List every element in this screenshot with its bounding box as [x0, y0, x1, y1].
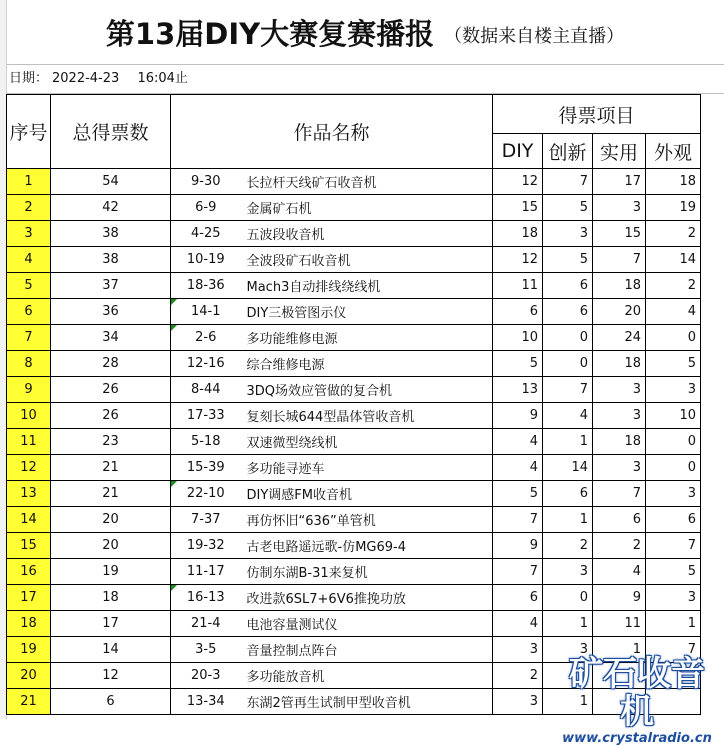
cell-code[interactable]: 15-39 — [171, 455, 241, 481]
table-row — [7, 689, 701, 715]
header-innovation[interactable]: 创新 — [543, 134, 593, 169]
cell-total[interactable]: 6 — [51, 689, 171, 715]
cell-diy[interactable]: 7 — [493, 507, 543, 533]
date-cell[interactable] — [6, 64, 724, 94]
cell-diy[interactable]: 5 — [493, 351, 543, 377]
cell-practical[interactable] — [593, 663, 646, 689]
cell-total[interactable]: 20 — [51, 507, 171, 533]
cell-practical[interactable]: 1 — [593, 637, 646, 663]
cell-seq[interactable]: 18 — [7, 611, 51, 637]
cell-seq[interactable]: 13 — [7, 481, 51, 507]
cell-practical[interactable]: 24 — [593, 325, 646, 351]
cell-name[interactable]: 五波段收音机 — [241, 221, 493, 247]
cell-diy[interactable]: 4 — [493, 611, 543, 637]
cell-name[interactable]: 多功能维修电源 — [241, 325, 493, 351]
cell-code[interactable] — [171, 481, 241, 507]
header-seq[interactable]: 序号 — [7, 95, 51, 169]
cell-appearance[interactable]: 2 — [646, 221, 701, 247]
cell-practical[interactable]: 17 — [593, 169, 646, 195]
cell-seq[interactable]: 1 — [7, 169, 51, 195]
cell-seq[interactable]: 14 — [7, 507, 51, 533]
cell-practical[interactable]: 7 — [593, 481, 646, 507]
cell-diy[interactable]: 9 — [493, 533, 543, 559]
header-name[interactable]: 作品名称 — [171, 95, 493, 169]
cell-seq[interactable]: 11 — [7, 429, 51, 455]
comment-marker-icon — [171, 585, 177, 591]
cell-seq[interactable]: 19 — [7, 637, 51, 663]
cell-innovation[interactable]: 1 — [543, 429, 593, 455]
cell-name[interactable]: 复刻长城644型晶体管收音机 — [241, 403, 493, 429]
cell-appearance[interactable]: 3 — [646, 377, 701, 403]
cell-code[interactable]: 7-37 — [171, 507, 241, 533]
cell-appearance[interactable]: 14 — [646, 247, 701, 273]
cell-total[interactable]: 34 — [51, 325, 171, 351]
cell-seq[interactable]: 16 — [7, 559, 51, 585]
table-body — [7, 169, 701, 715]
table-row — [7, 247, 701, 273]
comment-marker-icon — [171, 299, 177, 305]
cell-innovation[interactable]: 5 — [543, 195, 593, 221]
cell-appearance[interactable]: 1 — [646, 611, 701, 637]
cell-total[interactable]: 26 — [51, 403, 171, 429]
title-cell[interactable] — [6, 0, 724, 65]
cell-appearance[interactable]: 3 — [646, 585, 701, 611]
table-row — [7, 351, 701, 377]
cell-total[interactable]: 17 — [51, 611, 171, 637]
cell-diy[interactable]: 4 — [493, 455, 543, 481]
cell-innovation[interactable]: 0 — [543, 325, 593, 351]
cell-seq[interactable]: 20 — [7, 663, 51, 689]
table-row — [7, 533, 701, 559]
cell-innovation[interactable]: 2 — [543, 533, 593, 559]
cell-innovation[interactable]: 3 — [543, 221, 593, 247]
cell-code[interactable]: 20-3 — [171, 663, 241, 689]
date-value: 2022-4-23 — [52, 71, 120, 86]
cell-diy[interactable]: 6 — [493, 299, 543, 325]
cell-innovation[interactable]: 3 — [543, 637, 593, 663]
cell-total[interactable]: 37 — [51, 273, 171, 299]
table-row — [7, 221, 701, 247]
cell-diy[interactable]: 13 — [493, 377, 543, 403]
table-row — [7, 429, 701, 455]
cell-seq[interactable]: 3 — [7, 221, 51, 247]
cell-total[interactable]: 23 — [51, 429, 171, 455]
table-row — [7, 585, 701, 611]
cell-innovation[interactable]: 7 — [543, 169, 593, 195]
cell-code[interactable]: 6-9 — [171, 195, 241, 221]
cell-seq[interactable]: 6 — [7, 299, 51, 325]
cell-practical[interactable]: 18 — [593, 351, 646, 377]
cell-appearance[interactable]: 5 — [646, 559, 701, 585]
cell-code-text: 16-13 — [186, 590, 225, 605]
cell-practical[interactable]: 11 — [593, 611, 646, 637]
cell-total[interactable]: 14 — [51, 637, 171, 663]
cell-appearance[interactable]: 10 — [646, 403, 701, 429]
cell-practical[interactable]: 4 — [593, 559, 646, 585]
cell-name[interactable]: 长拉杆天线矿石收音机 — [241, 169, 493, 195]
cell-innovation[interactable]: 6 — [543, 481, 593, 507]
cell-diy[interactable]: 9 — [493, 403, 543, 429]
cell-innovation[interactable]: 1 — [543, 611, 593, 637]
cell-code[interactable]: 8-44 — [171, 377, 241, 403]
cell-practical[interactable]: 15 — [593, 221, 646, 247]
cell-appearance[interactable]: 7 — [646, 533, 701, 559]
cell-appearance[interactable] — [646, 663, 701, 689]
table-row — [7, 299, 701, 325]
cell-innovation[interactable]: 6 — [543, 299, 593, 325]
cell-code-text: 14-1 — [190, 304, 221, 319]
watermark-url: www.crystalradio.cn — [562, 731, 712, 746]
cell-code[interactable]: 13-34 — [171, 689, 241, 715]
cell-code-text: 22-10 — [186, 486, 225, 501]
table-row — [7, 663, 701, 689]
cell-seq[interactable]: 2 — [7, 195, 51, 221]
cell-name[interactable]: 东湖2管再生试制甲型收音机 — [241, 689, 493, 715]
cell-innovation[interactable]: 14 — [543, 455, 593, 481]
table-row — [7, 481, 701, 507]
cell-practical[interactable]: 9 — [593, 585, 646, 611]
cell-total[interactable]: 28 — [51, 351, 171, 377]
cell-name[interactable]: 音量控制点阵台 — [241, 637, 493, 663]
cell-practical[interactable]: 3 — [593, 403, 646, 429]
cell-diy[interactable]: 4 — [493, 429, 543, 455]
cell-code[interactable]: 5-18 — [171, 429, 241, 455]
cell-practical[interactable]: 3 — [593, 195, 646, 221]
cell-total[interactable]: 20 — [51, 533, 171, 559]
cell-appearance[interactable]: 3 — [646, 481, 701, 507]
cell-diy[interactable]: 18 — [493, 221, 543, 247]
cell-total[interactable]: 21 — [51, 481, 171, 507]
comment-marker-icon — [171, 325, 177, 331]
cell-seq[interactable]: 17 — [7, 585, 51, 611]
table-row — [7, 403, 701, 429]
cell-seq[interactable]: 12 — [7, 455, 51, 481]
cell-innovation[interactable]: 5 — [543, 247, 593, 273]
table-row — [7, 455, 701, 481]
table-row — [7, 507, 701, 533]
header-items[interactable]: 得票项目 — [493, 95, 701, 134]
cell-code[interactable]: 12-16 — [171, 351, 241, 377]
cell-name[interactable]: 综合维修电源 — [241, 351, 493, 377]
cell-name[interactable]: 全波段矿石收音机 — [241, 247, 493, 273]
cell-appearance[interactable]: 0 — [646, 429, 701, 455]
cell-total[interactable]: 42 — [51, 195, 171, 221]
cell-code[interactable]: 10-19 — [171, 247, 241, 273]
table-row — [7, 559, 701, 585]
cell-code[interactable]: 11-17 — [171, 559, 241, 585]
cell-diy[interactable]: 11 — [493, 273, 543, 299]
cell-code-text: 2-6 — [195, 330, 217, 345]
cell-practical[interactable]: 20 — [593, 299, 646, 325]
cell-innovation[interactable]: 0 — [543, 351, 593, 377]
cell-name[interactable]: 多功能寻迹车 — [241, 455, 493, 481]
cell-code[interactable]: 21-4 — [171, 611, 241, 637]
cell-seq[interactable]: 10 — [7, 403, 51, 429]
cell-innovation[interactable]: 1 — [543, 507, 593, 533]
cell-seq[interactable]: 9 — [7, 377, 51, 403]
cell-code[interactable]: 4-25 — [171, 221, 241, 247]
cell-diy[interactable]: 3 — [493, 689, 543, 715]
cell-practical[interactable]: 3 — [593, 455, 646, 481]
cell-diy[interactable]: 15 — [493, 195, 543, 221]
cell-practical[interactable]: 2 — [593, 533, 646, 559]
cell-practical[interactable]: 18 — [593, 429, 646, 455]
cell-seq[interactable]: 5 — [7, 273, 51, 299]
header-total[interactable]: 总得票数 — [51, 95, 171, 169]
cell-seq[interactable]: 21 — [7, 689, 51, 715]
cell-practical[interactable] — [593, 689, 646, 715]
cell-code[interactable]: 9-30 — [171, 169, 241, 195]
cell-name[interactable]: 改进款6SL7+6V6推挽功放 — [241, 585, 493, 611]
cell-name[interactable]: 双速微型绕线机 — [241, 429, 493, 455]
cell-name[interactable]: DIY调感FM收音机 — [241, 481, 493, 507]
results-table — [6, 94, 701, 715]
cell-name[interactable]: 再仿怀旧“636”单管机 — [241, 507, 493, 533]
cell-total[interactable]: 12 — [51, 663, 171, 689]
cell-code[interactable] — [171, 299, 241, 325]
table-row — [7, 377, 701, 403]
cell-seq[interactable]: 4 — [7, 247, 51, 273]
cell-diy[interactable]: 6 — [493, 585, 543, 611]
page-title: 第13届DIY大赛复赛播报 — [105, 16, 435, 51]
cell-total[interactable]: 18 — [51, 585, 171, 611]
time-value: 16:04止 — [137, 71, 188, 86]
cell-seq[interactable]: 7 — [7, 325, 51, 351]
cell-code[interactable]: 3-5 — [171, 637, 241, 663]
cell-name[interactable]: 电池容量测试仪 — [241, 611, 493, 637]
cell-name[interactable]: 古老电路遥远歌-仿MG69-4 — [241, 533, 493, 559]
cell-practical[interactable]: 3 — [593, 377, 646, 403]
cell-diy[interactable]: 3 — [493, 637, 543, 663]
cell-total[interactable]: 19 — [51, 559, 171, 585]
table-row — [7, 611, 701, 637]
table-row — [7, 273, 701, 299]
cell-name[interactable]: 仿制东湖B-31来复机 — [241, 559, 493, 585]
header-diy[interactable]: DIY — [493, 134, 543, 169]
cell-total[interactable]: 26 — [51, 377, 171, 403]
table-row — [7, 325, 701, 351]
cell-innovation[interactable]: 6 — [543, 273, 593, 299]
cell-innovation[interactable]: 4 — [543, 403, 593, 429]
cell-appearance[interactable]: 2 — [646, 273, 701, 299]
cell-total[interactable]: 21 — [51, 455, 171, 481]
cell-appearance[interactable] — [646, 689, 701, 715]
cell-appearance[interactable]: 7 — [646, 637, 701, 663]
watermark-logo: 矿石收音机 — [569, 654, 705, 732]
header-appearance[interactable]: 外观 — [646, 134, 701, 169]
cell-name[interactable]: 金属矿石机 — [241, 195, 493, 221]
cell-diy[interactable]: 5 — [493, 481, 543, 507]
cell-practical[interactable]: 18 — [593, 273, 646, 299]
cell-diy[interactable]: 12 — [493, 169, 543, 195]
table-row — [7, 169, 701, 195]
cell-diy[interactable]: 2 — [493, 663, 543, 689]
cell-appearance[interactable]: 19 — [646, 195, 701, 221]
cell-total[interactable]: 38 — [51, 221, 171, 247]
cell-code[interactable] — [171, 325, 241, 351]
table-row — [7, 195, 701, 221]
cell-appearance[interactable]: 18 — [646, 169, 701, 195]
table-row — [7, 637, 701, 663]
cell-name[interactable]: Mach3自动排线绕线机 — [241, 273, 493, 299]
cell-innovation[interactable]: 0 — [543, 585, 593, 611]
cell-diy[interactable]: 7 — [493, 559, 543, 585]
date-label: 日期： — [9, 71, 49, 86]
cell-practical[interactable]: 7 — [593, 247, 646, 273]
cell-diy[interactable]: 12 — [493, 247, 543, 273]
page-subtitle: （数据来自楼主直播） — [444, 26, 625, 47]
cell-innovation[interactable] — [543, 663, 593, 689]
cell-appearance[interactable]: 4 — [646, 299, 701, 325]
cell-total[interactable]: 38 — [51, 247, 171, 273]
cell-code[interactable]: 17-33 — [171, 403, 241, 429]
cell-code[interactable]: 19-32 — [171, 533, 241, 559]
cell-appearance[interactable]: 0 — [646, 455, 701, 481]
cell-seq[interactable]: 8 — [7, 351, 51, 377]
header-practical[interactable]: 实用 — [593, 134, 646, 169]
cell-name[interactable]: DIY三极管图示仪 — [241, 299, 493, 325]
cell-appearance[interactable]: 0 — [646, 325, 701, 351]
cell-name[interactable]: 多功能放音机 — [241, 663, 493, 689]
cell-innovation[interactable]: 1 — [543, 689, 593, 715]
cell-code[interactable] — [171, 585, 241, 611]
cell-total[interactable]: 36 — [51, 299, 171, 325]
cell-appearance[interactable]: 6 — [646, 507, 701, 533]
comment-marker-icon — [171, 481, 177, 487]
cell-innovation[interactable]: 7 — [543, 377, 593, 403]
cell-seq[interactable]: 15 — [7, 533, 51, 559]
cell-appearance[interactable]: 5 — [646, 351, 701, 377]
cell-innovation[interactable]: 3 — [543, 559, 593, 585]
cell-diy[interactable]: 10 — [493, 325, 543, 351]
cell-name[interactable]: 3DQ场效应管做的复合机 — [241, 377, 493, 403]
cell-practical[interactable]: 6 — [593, 507, 646, 533]
cell-code[interactable]: 18-36 — [171, 273, 241, 299]
cell-total[interactable]: 54 — [51, 169, 171, 195]
